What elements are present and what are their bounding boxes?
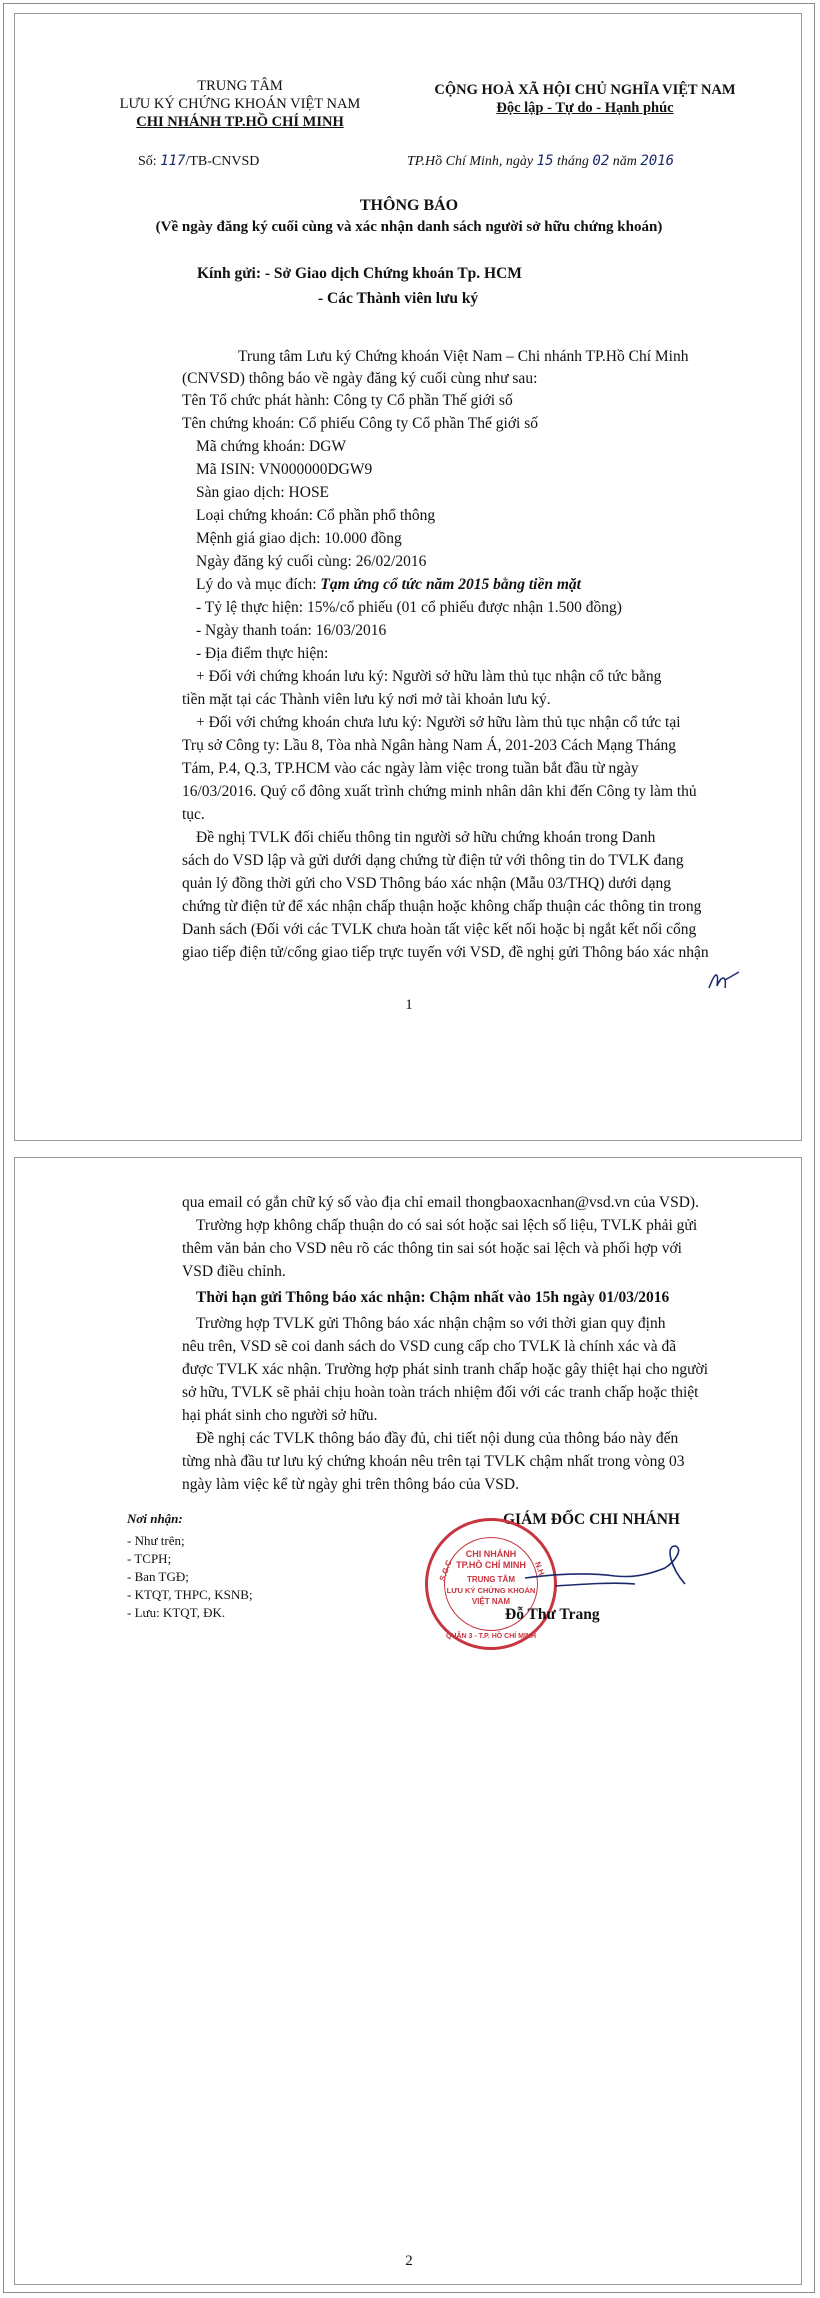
purpose-line — [196, 575, 581, 595]
body-line: Mã chứng khoán: DGW — [196, 438, 347, 455]
body-line: Tám, P.4, Q.3, TP.HCM vào các ngày làm việc trong tuần bắt đầu từ ngày — [182, 760, 639, 777]
body-line: - Địa điểm thực hiện: — [196, 645, 329, 662]
body-line: Trung tâm Lưu ký Chứng khoán Việt Nam – Chi nhánh TP.Hồ Chí Minh — [238, 348, 689, 365]
body-line: Trường hợp TVLK gửi Thông báo xác nhận chậm so với thời gian quy định — [196, 1315, 666, 1332]
stamp-ring-right: N.H. — [533, 1560, 547, 1579]
date-month: 02 — [592, 153, 610, 169]
body-line: Loại chứng khoán: Cổ phần phổ thông — [196, 507, 436, 524]
stamp-text-4: LƯU KÝ CHỨNG KHOÁN — [446, 1586, 536, 1595]
body-line: tiền mặt tại các Thành viên lưu ký nơi mở tài khoản lưu ký. — [182, 691, 551, 708]
date-year-label: năm — [612, 154, 637, 169]
body-line: Tên Tổ chức phát hành: Công ty Cổ phần Thế giới số — [182, 392, 513, 409]
body-line: - Tỷ lệ thực hiện: 15%/cổ phiếu (01 cổ phiếu được nhận 1.500 đồng) — [196, 599, 622, 616]
date-prefix: TP.Hồ Chí Minh, ngày — [407, 154, 534, 169]
body-line: sở hữu, TVLK sẽ phải chịu hoàn toàn trách nhiệm đối với các tranh chấp hoặc thiệt — [182, 1384, 699, 1401]
stamp-text-3: TRUNG TÂM — [467, 1575, 515, 1584]
body-line: thêm văn bản cho VSD nêu rõ các thông tin sai sót hoặc sai lệch và phối hợp với — [182, 1240, 682, 1257]
document-date — [407, 151, 674, 172]
purpose-value: Tạm ứng cổ tức năm 2015 bằng tiền mặt — [320, 576, 581, 593]
doc-number-label: Số: — [138, 154, 157, 169]
recipients-list — [127, 1510, 253, 1622]
body-line: qua email có gắn chữ ký số vào địa chỉ email thongbaoxacnhan@vsd.vn của VSD). — [182, 1194, 699, 1211]
stamp-text-1: CHI NHÁNH — [465, 1549, 517, 1559]
body-line: từng nhà đầu tư lưu ký chứng khoán nêu trên tại TVLK chậm nhất trong vòng 03 — [182, 1453, 685, 1470]
issuer-line-1: TRUNG TÂM — [197, 78, 283, 94]
recipient-line-2: - Các Thành viên lưu ký — [318, 290, 479, 307]
recipient-line-1: Kính gửi: - Sở Giao dịch Chứng khoán Tp. HCM — [197, 265, 522, 282]
deadline-line: Thời hạn gửi Thông báo xác nhận: Chậm nhất vào 15h ngày 01/03/2016 — [196, 1289, 670, 1306]
doc-number-suffix: /TB-CNVSD — [185, 154, 260, 169]
recipient-item: - Ban TGĐ; — [127, 1569, 189, 1584]
body-line: hại phát sinh cho người sở hữu. — [182, 1407, 378, 1424]
body-line: nêu trên, VSD sẽ coi danh sách do VSD cung cấp cho TVLK là chính xác và đã — [182, 1338, 677, 1355]
body-line: Mệnh giá giao dịch: 10.000 đồng — [196, 530, 402, 547]
national-line-1: CỘNG HOÀ XÃ HỘI CHỦ NGHĨA VIỆT NAM — [434, 82, 736, 98]
body-line: (CNVSD) thông báo về ngày đăng ký cuối cùng như sau: — [182, 370, 538, 387]
body-line: Tên chứng khoán: Cổ phiếu Công ty Cổ phần Thế giới số — [182, 415, 538, 432]
page-number: 2 — [405, 2253, 413, 2269]
body-line: + Đối với chứng khoán chưa lưu ký: Người sở hữu làm thủ tục nhận cổ tức tại — [196, 714, 681, 731]
national-motto: Độc lập - Tự do - Hạnh phúc — [496, 100, 674, 116]
body-line: được TVLK xác nhận. Trường hợp phát sinh tranh chấp hoặc gây thiệt hại cho người — [182, 1361, 709, 1378]
body-line: Danh sách (Đối với các TVLK chưa hoàn tất việc kết nối hoặc bị ngắt kết nối cổng — [182, 921, 697, 938]
body-line: 16/03/2016. Quý cổ đông xuất trình chứng minh nhân dân khi đến Công ty làm thủ — [182, 783, 697, 800]
body-line: Sàn giao dịch: HOSE — [196, 484, 330, 501]
recipient-item: - TCPH; — [127, 1551, 172, 1566]
recipient-item: - Lưu: KTQT, ĐK. — [127, 1605, 226, 1620]
body-line: giao tiếp điện tử/cổng giao tiếp trực tuyến với VSD, đề nghị gửi Thông báo xác nhận — [182, 944, 709, 961]
purpose-label: Lý do và mục đích: — [196, 576, 321, 593]
body-line: VSD điều chỉnh. — [182, 1263, 286, 1280]
date-day: 15 — [536, 153, 554, 169]
doc-number-handwritten: 117 — [160, 153, 186, 169]
document-page-2 — [14, 1157, 802, 2285]
document-subtitle: (Về ngày đăng ký cuối cùng và xác nhận danh sách người sở hữu chứng khoán) — [155, 219, 663, 235]
signature — [515, 1538, 705, 1608]
body-line: Trường hợp không chấp thuận do có sai sót hoặc sai lệch số liệu, TVLK phải gửi — [196, 1217, 698, 1234]
body-line: Trụ sở Công ty: Lầu 8, Tòa nhà Ngân hàng Nam Á, 201-203 Cách Mạng Tháng — [182, 737, 676, 754]
body-line: - Ngày thanh toán: 16/03/2016 — [196, 622, 387, 639]
body-line: Đề nghị các TVLK thông báo đầy đủ, chi tiết nội dung của thông báo này đến — [196, 1430, 679, 1447]
document-page-1 — [14, 13, 802, 1141]
body-line: chứng từ điện tử để xác nhận chấp thuận hoặc không chấp thuận các thông tin trong — [182, 898, 702, 915]
national-header — [415, 81, 755, 117]
recipient-item: - Như trên; — [127, 1533, 185, 1548]
body-line: ngày làm việc kể từ ngày ghi trên thông báo của VSD. — [182, 1476, 519, 1493]
body-line: Đề nghị TVLK đối chiếu thông tin người sở hữu chứng khoán trong Danh — [196, 829, 656, 846]
stamp-ring-bottom: QUẬN 3 - T.P. HỒ CHÍ MINH — [445, 1633, 537, 1640]
signer-title: GIÁM ĐỐC CHI NHÁNH — [503, 1511, 680, 1528]
recipients-title: Nơi nhận: — [127, 1511, 183, 1526]
issuer-header — [95, 77, 385, 131]
body-line: + Đối với chứng khoán lưu ký: Người sở hữu làm thủ tục nhận cổ tức bằng — [196, 668, 662, 685]
date-month-label: tháng — [557, 154, 589, 169]
stamp-text-5: VIỆT NAM — [471, 1597, 511, 1606]
body-line: Ngày đăng ký cuối cùng: 26/02/2016 — [196, 553, 427, 570]
body-line: sách do VSD lập và gửi dưới dạng chứng từ điện tử với thông tin do TVLK đang — [182, 852, 684, 869]
stamp-text-2: TP.HỒ CHÍ MINH — [456, 1560, 526, 1570]
stamp-ring-left: S.G.C. — [437, 1556, 455, 1583]
page-number: 1 — [405, 997, 413, 1013]
document-number — [138, 151, 259, 172]
body-line: Mã ISIN: VN000000DGW9 — [196, 461, 373, 478]
signer-name: Đỗ Thư Trang — [505, 1606, 600, 1623]
body-line: quản lý đồng thời gửi cho VSD Thông báo xác nhận (Mẫu 03/THQ) dưới dạng — [182, 875, 671, 892]
initials-mark — [705, 966, 745, 996]
body-line: tục. — [182, 806, 205, 823]
date-year: 2016 — [640, 153, 675, 169]
document-title: THÔNG BÁO — [359, 197, 459, 214]
issuer-line-2: LƯU KÝ CHỨNG KHOÁN VIỆT NAM — [119, 96, 361, 112]
recipient-item: - KTQT, THPC, KSNB; — [127, 1587, 253, 1602]
issuer-line-3: CHI NHÁNH TP.HỒ CHÍ MINH — [136, 114, 344, 130]
